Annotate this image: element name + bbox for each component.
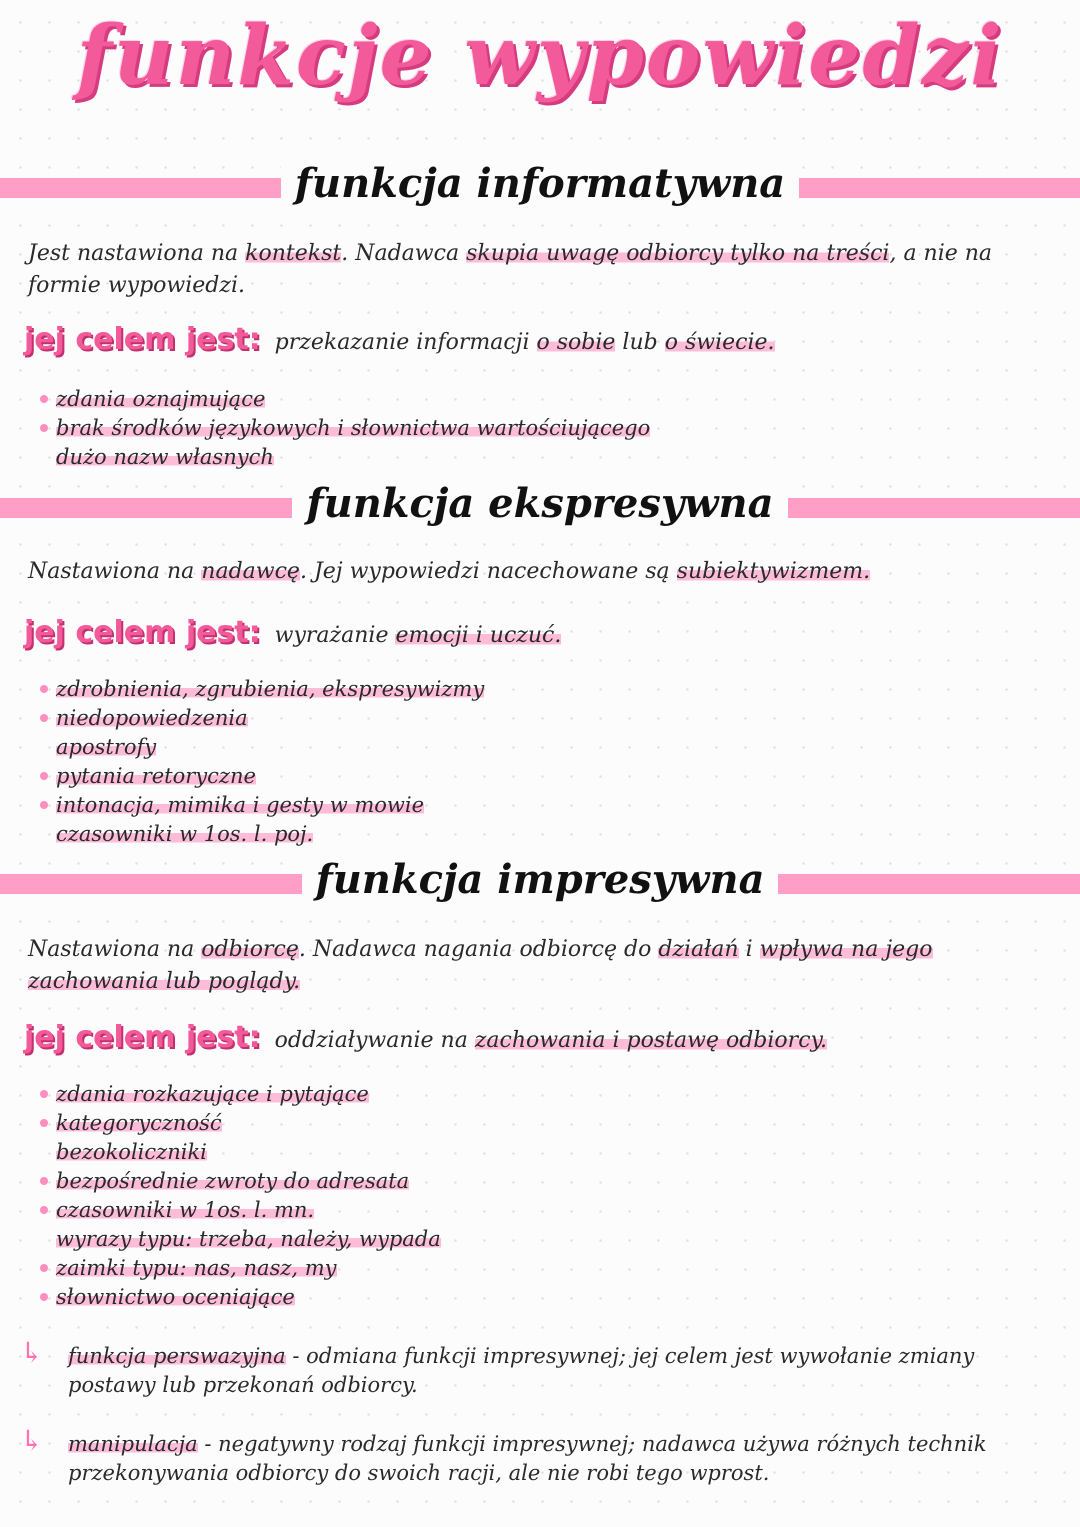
list-item [40, 820, 484, 849]
list-item [40, 414, 650, 443]
highlighted-text: zachowania i postawę odbiorcy. [474, 1028, 828, 1053]
bullet-icon [40, 1090, 48, 1098]
section-heading: funkcja informatywna [0, 160, 1080, 207]
list-item-text: zaimki typu: nas, nasz, my [56, 1256, 337, 1280]
list-item-text: dużo nazw własnych [56, 445, 274, 469]
list-item [40, 1254, 441, 1283]
highlighted-text: działań [658, 937, 739, 962]
list-item-text: zdania oznajmujące [56, 387, 266, 411]
text-run: . Nadawca nagania odbiorcę do [298, 937, 659, 962]
highlighted-text: emocji i uczuć. [395, 623, 562, 648]
goal-label: jej celem jest: [24, 615, 261, 650]
list-item [40, 704, 484, 733]
list-item-text: bezpośrednie zwroty do adresata [56, 1169, 410, 1193]
section-intro [28, 238, 1048, 302]
text-run: Nastawiona na [28, 559, 202, 584]
highlighted-text: subiektywizmem. [676, 559, 871, 584]
note-text: - odmiana funkcji impresywnej; jej celem jest wywołanie zmiany postawy lub przekonań odbiorcy. [68, 1344, 975, 1397]
text-run: . Nadawca [341, 241, 467, 266]
bullet-icon [40, 1206, 48, 1214]
text-run: wyrażanie [274, 623, 396, 648]
text-run: Nastawiona na [28, 937, 202, 962]
list-item-text: intonacja, mimika i gesty w mowie [56, 793, 425, 817]
section-goal [24, 1020, 1064, 1055]
list-item-text: zdrobnienia, zgrubienia, ekspresywizmy [56, 677, 485, 701]
page-title: funkcje wypowiedzi [76, 8, 1004, 104]
highlighted-text: o sobie [536, 330, 616, 355]
text-run: lub [615, 330, 665, 355]
list-item-text: kategoryczność [56, 1111, 222, 1135]
text-run: Jest nastawiona na [28, 241, 246, 266]
note-term: funkcja perswazyjna [68, 1344, 286, 1368]
list-item-text: zdania rozkazujące i pytające [56, 1082, 369, 1106]
bullet-icon [40, 1177, 48, 1185]
bullet-icon [40, 424, 48, 432]
list-item [40, 675, 484, 704]
feature-list [40, 385, 650, 472]
bullet-icon [40, 772, 48, 780]
highlighted-text: wpływa na jego zachowania lub poglądy. [28, 937, 933, 994]
highlighted-text: odbiorcę [201, 937, 299, 962]
section-goal [24, 615, 1064, 650]
list-item [40, 385, 650, 414]
bullet-icon [40, 743, 48, 751]
list-item [40, 733, 484, 762]
list-item-text: czasowniki w 1os. l. mn. [56, 1198, 315, 1222]
feature-list [40, 675, 484, 849]
list-item-text: wyrazy typu: trzeba, należy, wypada [56, 1227, 441, 1251]
bullet-icon [40, 453, 48, 461]
text-run: oddziaływanie na [274, 1028, 475, 1053]
list-item [40, 791, 484, 820]
note-text: - negatywny rodzaj funkcji impresywnej; nadawca używa różnych technik przekonywania odbiorcy do swoich racji, ale nie robi tego wprost. [68, 1432, 987, 1485]
bullet-icon [40, 1293, 48, 1301]
list-item [40, 1283, 441, 1312]
list-item [40, 443, 650, 472]
list-item [40, 1080, 441, 1109]
bullet-icon [40, 685, 48, 693]
list-item-text: czasowniki w 1os. l. poj. [56, 822, 314, 846]
bullet-icon [40, 395, 48, 403]
list-item-text: niedopowiedzenia [56, 706, 248, 730]
highlighted-text: kontekst [245, 241, 342, 266]
section-heading: funkcja impresywna [0, 856, 1080, 903]
section-intro [28, 934, 1048, 998]
highlighted-text: skupia uwagę odbiorcy tylko na treści [466, 241, 890, 266]
feature-list [40, 1080, 441, 1312]
bullet-icon [40, 1264, 48, 1272]
bullet-icon [40, 830, 48, 838]
note-term: manipulacja [68, 1432, 198, 1456]
highlighted-text: nadawcę [201, 559, 300, 584]
section-goal [24, 322, 1064, 357]
highlighted-text: o świecie. [664, 330, 775, 355]
text-run: . Jej wypowiedzi nacechowane są [299, 559, 677, 584]
text-run: i [738, 937, 760, 962]
goal-label: jej celem jest: [24, 1020, 261, 1055]
note-persuasion [20, 1336, 1060, 1400]
text-run: przekazanie informacji [274, 330, 537, 355]
note-manipulation [20, 1424, 1060, 1488]
text-run: , a nie na formie wypowiedzi. [28, 241, 993, 298]
bullet-icon [40, 801, 48, 809]
list-item-text: pytania retoryczne [56, 764, 256, 788]
bullet-icon [40, 1235, 48, 1243]
goal-label: jej celem jest: [24, 322, 261, 357]
list-item-text: bezokoliczniki [56, 1140, 207, 1164]
list-item-text: brak środków językowych i słownictwa wartościującego [56, 416, 651, 440]
list-item [40, 1196, 441, 1225]
list-item-text: słownictwo oceniające [56, 1285, 295, 1309]
arrow-icon: ↳ [20, 1336, 44, 1369]
bullet-icon [40, 714, 48, 722]
section-heading: funkcja ekspresywna [0, 480, 1080, 527]
bullet-icon [40, 1119, 48, 1127]
bullet-icon [40, 1148, 48, 1156]
list-item [40, 1225, 441, 1254]
list-item-text: apostrofy [56, 735, 157, 759]
section-intro [28, 556, 1048, 588]
list-item [40, 762, 484, 791]
list-item [40, 1167, 441, 1196]
list-item [40, 1109, 441, 1138]
list-item [40, 1138, 441, 1167]
arrow-icon: ↳ [20, 1424, 44, 1457]
